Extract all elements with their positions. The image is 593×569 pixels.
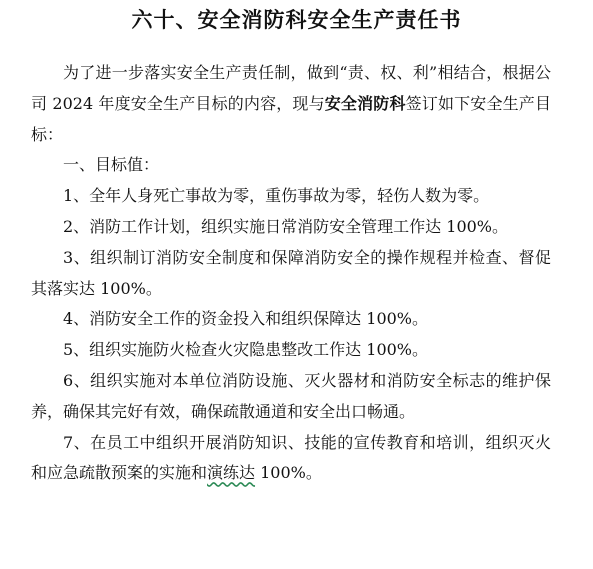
item-7-text: 7、在员工中组织开展消防知识、技能的宣传教育和培训，组织灭火和应急疏散预案的实施和 xyxy=(31,432,551,483)
target-item: 6、组织实施对本单位消防设施、灭火器材和消防安全标志的维护保养，确保其完好有效，确保疏散通道和安全出口畅通。 xyxy=(31,370,551,421)
target-item: 5、组织实施防火检查火灾隐患整改工作达 100%。 xyxy=(63,340,429,360)
target-item: 2、消防工作计划，组织实施日常消防安全管理工作达 100%。 xyxy=(63,216,509,236)
target-item: 3、组织制订消防安全制度和保障消防安全的操作规程并检查、督促其落实达 100%。 xyxy=(31,247,551,298)
target-item xyxy=(31,428,551,490)
spellcheck-underlined-text: 演练达 xyxy=(207,463,256,483)
section-heading: 一、目标值： xyxy=(63,155,160,175)
intro-text-end: 签订如下安全生产目标： xyxy=(31,93,551,144)
intro-paragraph xyxy=(31,58,551,150)
target-item: 4、消防安全工作的资金投入和组织保障达 100%。 xyxy=(63,309,429,329)
target-item: 1、全年人身死亡事故为零，重伤事故为零，轻伤人数为零。 xyxy=(63,186,490,206)
document-body xyxy=(31,58,551,489)
item-7-text-end: 100%。 xyxy=(255,463,322,483)
intro-text: 为了进一步落实安全生产责任制，做到“责、权、利”相结合，根据公司 2024 年度安全生产目标的内容，现与 xyxy=(31,63,551,113)
department-name: 安全消防科 xyxy=(324,93,406,113)
document-title: 六十、安全消防科安全生产责任书 xyxy=(131,8,462,32)
